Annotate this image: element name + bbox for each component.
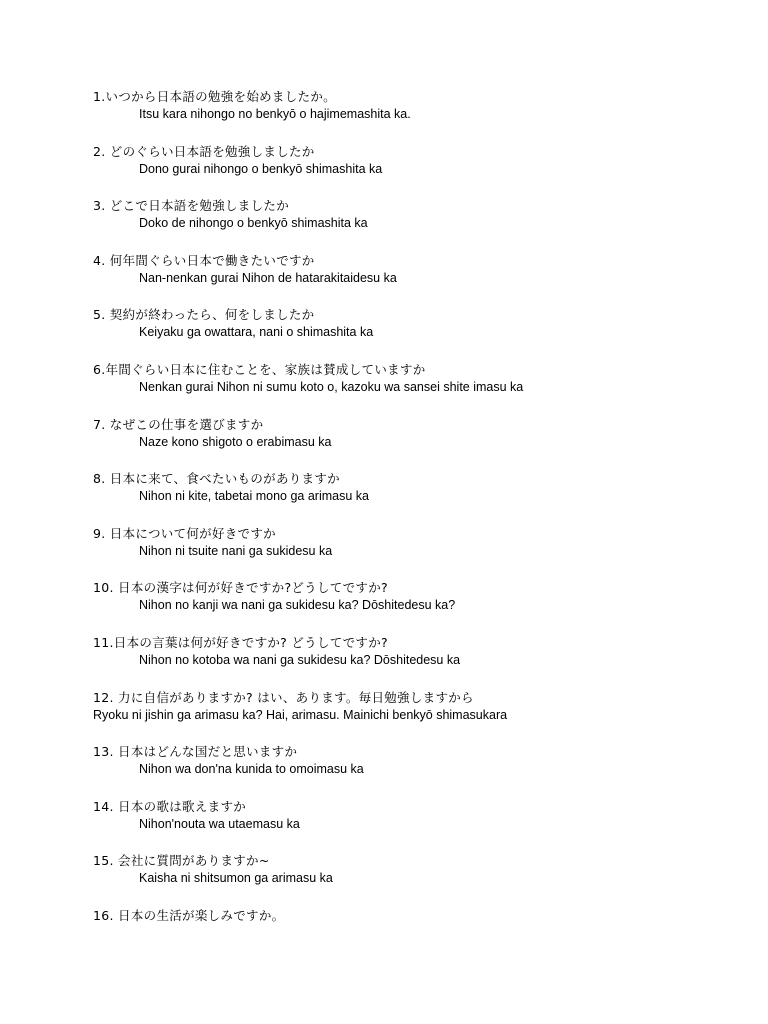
question-romaji: Keiyaku ga owattara, nani o shimashita ka — [139, 325, 374, 340]
question-japanese: 4. 何年間ぐらい日本で働きたいですか — [93, 252, 315, 268]
question-romaji: Itsu kara nihongo no benkyō o hajimemashita ka. — [139, 107, 411, 121]
question-romaji: Ryoku ni jishin ga arimasu ka? Hai, arimasu. Mainichi benkyō shimasukara — [93, 707, 508, 722]
question-romaji: Nihon no kotoba wa nani ga sukidesu ka? Dōshitedesu ka — [139, 652, 461, 667]
question-japanese: 12. 力に自信がありますか? はい、あります。毎日勉強しますから — [93, 689, 474, 705]
question-item — [93, 852, 733, 907]
question-romaji: Nihon ni kite, tabetai mono ga arimasu ka — [139, 489, 369, 504]
question-item — [93, 88, 733, 143]
question-japanese: 8. 日本に来て、食べたいものがありますか — [93, 471, 340, 487]
question-item — [93, 579, 733, 634]
question-japanese: 6.年間ぐらい日本に住むことを、家族は賛成していますか — [93, 361, 426, 377]
question-romaji: Nenkan gurai Nihon ni sumu koto o, kazoku wa sansei shite imasu ka — [139, 379, 524, 394]
question-item — [93, 306, 733, 361]
question-romaji: Nihon ni tsuite nani ga sukidesu ka — [139, 543, 333, 558]
question-japanese: 16. 日本の生活が楽しみですか。 — [93, 907, 285, 923]
question-item — [93, 634, 733, 689]
question-item — [93, 416, 733, 471]
question-item — [93, 525, 733, 580]
question-item — [93, 470, 733, 525]
question-japanese: 14. 日本の歌は歌えますか — [93, 798, 247, 814]
question-japanese: 7. なぜこの仕事を選びますか — [93, 416, 264, 432]
question-romaji: Nan-nenkan gurai Nihon de hatarakitaidesu ka — [139, 270, 397, 285]
question-item — [93, 798, 733, 853]
question-item — [93, 907, 733, 962]
question-romaji: Kaisha ni shitsumon ga arimasu ka — [139, 871, 333, 886]
question-romaji: Naze kono shigoto o erabimasu ka — [139, 434, 332, 449]
question-romaji: Dono gurai nihongo o benkyō shimashita ka — [139, 161, 383, 176]
question-item — [93, 689, 733, 744]
question-japanese: 3. どこで日本語を勉強しましたか — [93, 198, 290, 214]
question-romaji: Nihon no kanji wa nani ga sukidesu ka? Dōshitedesu ka? — [139, 598, 456, 613]
question-item — [93, 361, 733, 416]
question-japanese: 10. 日本の漢字は何が好きですか?どうしてですか? — [93, 580, 388, 596]
question-item — [93, 143, 733, 198]
question-list — [93, 88, 733, 962]
question-japanese: 11.日本の言葉は何が好きですか? どうしてですか? — [93, 634, 388, 650]
question-japanese: 15. 会社に質問がありますか~ — [93, 853, 270, 869]
question-japanese: 9. 日本について何が好きですか — [93, 525, 276, 541]
question-item — [93, 197, 733, 252]
question-japanese: 13. 日本はどんな国だと思いますか — [93, 744, 298, 760]
question-romaji: Nihon wa don'na kunida to omoimasu ka — [139, 762, 364, 777]
question-japanese: 5. 契約が終わったら、何をしましたか — [93, 307, 315, 323]
question-romaji: Doko de nihongo o benkyō shimashita ka — [139, 216, 368, 231]
question-romaji: Nihon'nouta wa utaemasu ka — [139, 816, 300, 831]
question-japanese: 1.いつから日本語の勉強を始めましたか。 — [93, 89, 336, 104]
question-japanese: 2. どのぐらい日本語を勉強しましたか — [93, 143, 315, 159]
question-item — [93, 252, 733, 307]
question-item — [93, 743, 733, 798]
